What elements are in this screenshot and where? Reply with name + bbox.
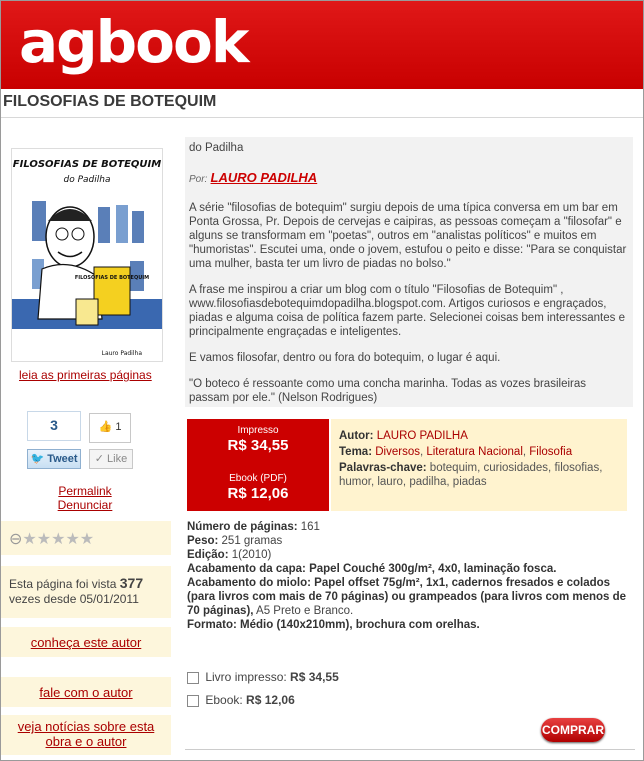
ebook-option-price: R$ 12,06 bbox=[246, 693, 295, 707]
like-count: 1 bbox=[115, 421, 122, 433]
info-author-row bbox=[339, 429, 623, 443]
print-option-price: R$ 34,55 bbox=[290, 670, 339, 684]
read-first-pages-link[interactable]: leia as primeiras páginas bbox=[19, 368, 152, 382]
author-link-box bbox=[1, 627, 171, 657]
info-keywords: botequim, curiosidades, filosofias, humor, lauro, padilha, piadas bbox=[339, 462, 603, 488]
twitter-bird-icon: 🐦 bbox=[30, 453, 45, 465]
tweet-label: Tweet bbox=[47, 453, 78, 465]
permalink-link[interactable]: Permalink bbox=[58, 484, 112, 498]
tweet-button[interactable] bbox=[27, 449, 81, 469]
edition-row bbox=[187, 548, 637, 562]
weight-row bbox=[187, 534, 637, 548]
format-row bbox=[187, 618, 637, 632]
info-keywords-label: Palavras-chave: bbox=[339, 462, 427, 474]
edition-value: 1(2010) bbox=[231, 549, 272, 561]
ebook-price: R$ 12,06 bbox=[227, 485, 289, 502]
star-icon[interactable]: ★ bbox=[65, 531, 80, 548]
inside-finish-tail: A5 Preto e Branco. bbox=[256, 605, 354, 617]
print-price: R$ 34,55 bbox=[227, 437, 289, 454]
edition-label: Edição: bbox=[187, 549, 229, 561]
info-author-label: Autor: bbox=[339, 430, 374, 442]
inside-finish-label: Acabamento do miolo: bbox=[187, 577, 311, 589]
theme-link[interactable]: Diversos bbox=[375, 446, 420, 458]
format-label: Formato: bbox=[187, 619, 237, 631]
ebook-label: Ebook (PDF) bbox=[229, 473, 287, 484]
book-cover-illustration bbox=[12, 149, 162, 361]
star-icon[interactable]: ★ bbox=[51, 531, 66, 548]
cover-finish-label: Acabamento da capa: bbox=[187, 563, 306, 575]
info-keywords-row bbox=[339, 461, 623, 489]
reset-rating-icon[interactable]: ⊖ bbox=[9, 531, 23, 548]
report-link[interactable]: Denunciar bbox=[57, 498, 113, 512]
print-option-checkbox[interactable] bbox=[187, 672, 199, 684]
contact-author-link[interactable]: fale com o autor bbox=[39, 685, 133, 700]
pages-value: 161 bbox=[300, 521, 320, 533]
cover-signature: Lauro Padilha bbox=[101, 350, 142, 357]
like-count-box bbox=[89, 413, 131, 443]
star-icon[interactable]: ★ bbox=[36, 531, 52, 548]
views-prefix: Esta página foi vista bbox=[9, 577, 117, 591]
like-label: Like bbox=[107, 453, 128, 465]
info-author-link[interactable]: LAURO PADILHA bbox=[376, 430, 468, 442]
quote-paragraph: "O boteco é ressoante como uma concha marinha. Todas as vozes brasileiras passam por ele." (Nelson Rodrigues) bbox=[189, 378, 586, 404]
cover-finish-value: Papel Couché 300g/m², 4x0, laminação fosca. bbox=[309, 563, 557, 575]
star-icon[interactable]: ★ bbox=[79, 531, 95, 548]
pages-row bbox=[187, 520, 637, 534]
info-theme-row: Tema: Diversos, Literatura Nacional, Filosofia bbox=[339, 446, 573, 458]
theme-link[interactable]: Filosofia bbox=[529, 446, 573, 458]
cover-inner-book-title: FILOSOFIAS DE BOTEQUIM bbox=[74, 275, 150, 281]
book-cover[interactable] bbox=[11, 148, 163, 362]
pages-label: Número de páginas: bbox=[187, 521, 298, 533]
rating-box bbox=[1, 521, 171, 555]
agbook-logo[interactable]: agbook bbox=[19, 8, 248, 76]
like-button[interactable] bbox=[89, 449, 133, 469]
thumbs-up-icon: 👍 bbox=[98, 421, 113, 433]
format-value: Médio (140x210mm), brochura com orelhas. bbox=[240, 619, 480, 631]
inside-finish-value: Papel offset 75g/m², 1x1, cadernos fresados e colados (para livros com mais de 70 páginas) ou grampeados (para livros com menos de 70 páginas), bbox=[187, 577, 627, 617]
check-icon: ✓ bbox=[94, 453, 104, 465]
print-option-row bbox=[187, 670, 339, 684]
description-paragraph: A frase me inspirou a criar um blog com o título "Filosofias de Botequim" , www.filosofiasdebotequimdopadilha.blogspot.com. Artigos curiosos e engraçados, piadas e alguma coisa de política fazem parte. Selecionei coisas bem interessantes e principalmente engraçadas e inteligentes. bbox=[189, 284, 625, 338]
tweet-count: 3 bbox=[27, 411, 81, 441]
weight-value: 251 gramas bbox=[221, 535, 283, 547]
ebook-option-checkbox[interactable] bbox=[187, 695, 199, 707]
theme-link[interactable]: Literatura Nacional bbox=[426, 446, 523, 458]
cover-title: FILOSOFIAS DE BOTEQUIM bbox=[12, 159, 162, 170]
price-box bbox=[187, 419, 329, 511]
ebook-option-label: Ebook: bbox=[205, 693, 243, 707]
news-link-box bbox=[1, 715, 171, 755]
print-option-label: Livro impresso: bbox=[205, 670, 287, 684]
contact-link-box bbox=[1, 677, 171, 707]
description-paragraph: A série "filosofias de botequim" surgiu depois de uma típica conversa em um bar em Ponta Grossa, Pr. Depois de cervejas e caipiras, as pessoas começam a "filosofar" e alguns se transformam em "poetas", outros em "analistas políticos" e muitos em "humoristas". Escutei uma, onde o jovem, estufou o peito e disse: "Para se conquistar uma mulher, basta ter um livro de piadas no bolso." bbox=[189, 202, 627, 270]
info-box bbox=[331, 419, 627, 511]
buy-button[interactable]: COMPRAR bbox=[541, 718, 605, 742]
views-suffix: vezes desde 05/01/2011 bbox=[9, 592, 139, 606]
views-count: 377 bbox=[119, 575, 144, 591]
description-paragraph: E vamos filosofar, dentro ou fora do botequim, o lugar é aqui. bbox=[189, 352, 501, 364]
print-label: Impresso bbox=[237, 425, 279, 436]
ebook-option-row bbox=[187, 693, 295, 707]
subtitle-line: do Padilha bbox=[189, 142, 244, 154]
by-label: Por: bbox=[189, 174, 208, 185]
star-icon[interactable]: ★ bbox=[22, 531, 37, 548]
site-header bbox=[1, 1, 643, 89]
weight-label: Peso: bbox=[187, 535, 219, 547]
book-details bbox=[187, 520, 637, 632]
rating-stars[interactable] bbox=[9, 529, 94, 549]
author-link[interactable]: LAURO PADILHA bbox=[210, 170, 318, 185]
page-title: FILOSOFIAS DE BOTEQUIM bbox=[3, 93, 217, 110]
views-box bbox=[1, 566, 171, 618]
info-theme-label: Tema: bbox=[339, 446, 373, 458]
divider bbox=[1, 117, 643, 118]
divider bbox=[185, 749, 635, 750]
know-author-link[interactable]: conheça este autor bbox=[30, 635, 142, 650]
author-line bbox=[189, 171, 629, 187]
description-box bbox=[185, 137, 633, 407]
cover-subtitle: do Padilha bbox=[63, 175, 111, 185]
cover-finish-row bbox=[187, 562, 637, 576]
news-link[interactable]: veja notícias sobre esta obra e o autor bbox=[17, 719, 155, 749]
inside-finish-row bbox=[187, 576, 637, 618]
